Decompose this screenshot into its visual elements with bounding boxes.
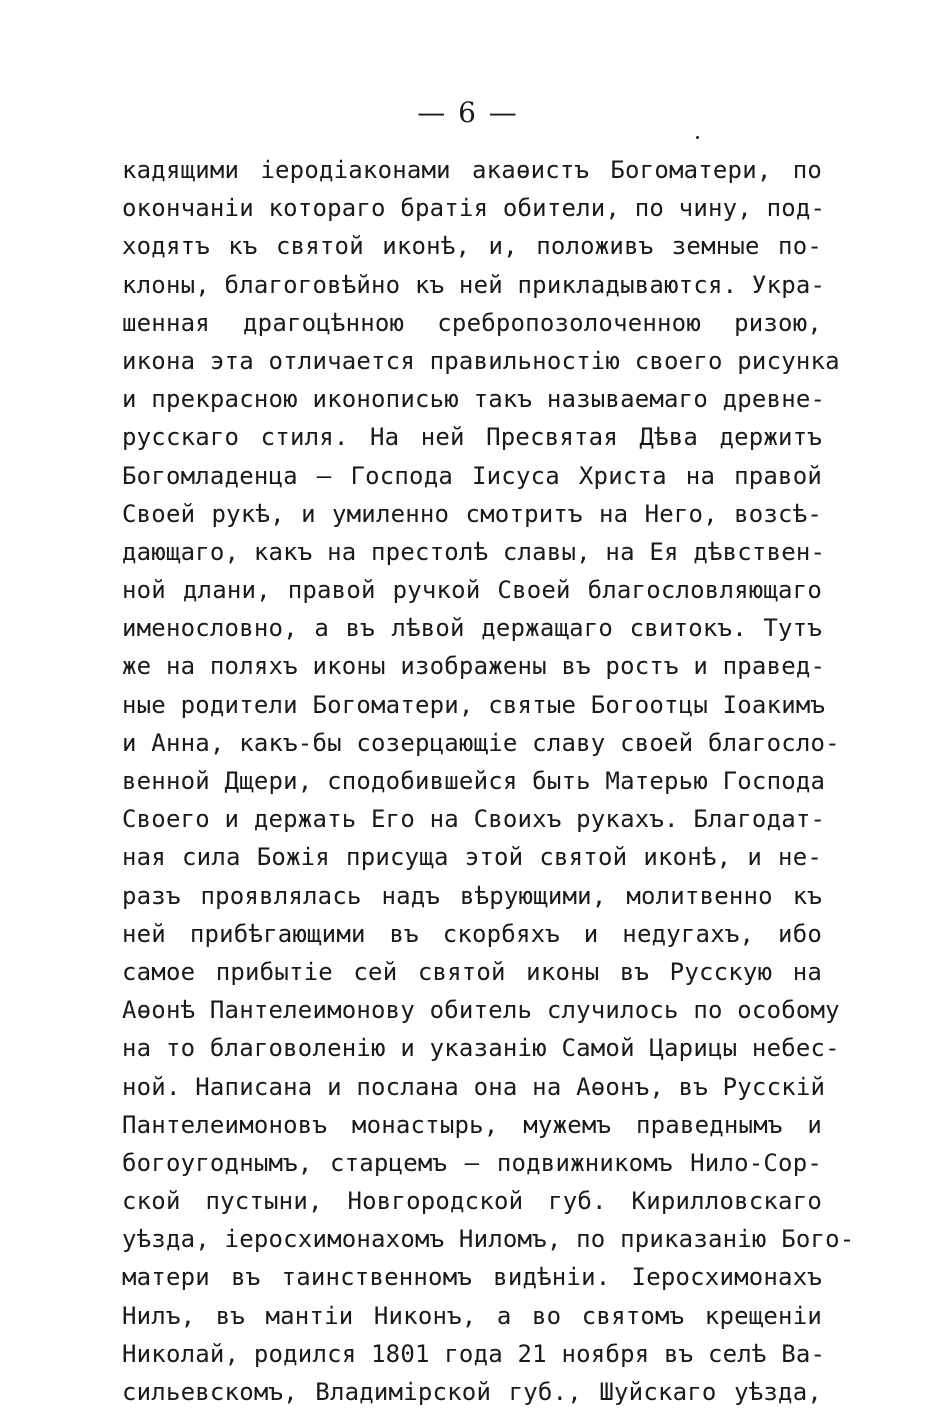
text-line: окончаніи котораго братія обители, по чину, под- <box>122 194 826 223</box>
text-line: сильевскомъ, Владимірской губ., Шуйскаго уѣзда, <box>122 1378 822 1406</box>
text-line: кадящими іеродіаконами акаѳистъ Богоматери, по <box>122 156 822 184</box>
text-line: Николай, родился 1801 года 21 ноября въ селѣ Ва- <box>122 1339 826 1368</box>
text-line: на то благоволенію и указанію Самой Царицы небес- <box>122 1034 840 1063</box>
page-number: — 6 — <box>417 96 519 129</box>
text-line: же на поляхъ иконы изображены въ ростъ и правед- <box>122 652 826 681</box>
text-line: ходятъ къ святой иконѣ, и, положивъ земные по- <box>122 232 822 261</box>
text-line: уѣзда, іеросхимонахомъ Ниломъ, по приказанію Бого- <box>122 1225 855 1254</box>
text-line: матери въ таинственномъ видѣніи. Іеросхимонахъ <box>122 1263 822 1292</box>
text-line: шенная драгоцѣнною сребропозолоченною ризою, <box>122 308 822 337</box>
text-line: венной Дщери, сподобившейся быть Матерью Господа <box>122 767 826 795</box>
text-line: икона эта отличается правильностію своего рисунка <box>122 346 840 375</box>
text-line: ной длани, правой ручкой Своей благословляющаго <box>122 576 822 605</box>
text-line: богоугоднымъ, старцемъ — подвижникомъ Нило-Сор- <box>122 1148 822 1177</box>
text-line: ней прибѣгающими въ скорбяхъ и недугахъ, ибо <box>122 919 822 948</box>
text-line: Своей рукѣ, и умиленно смотритъ на Него, возсѣ- <box>122 499 822 528</box>
text-line: ной. Написана и послана она на Аѳонъ, въ Русскій <box>122 1072 826 1101</box>
text-line: и Анна, какъ-бы созерцающіе славу своей благосло- <box>122 728 840 757</box>
text-line: Нилъ, въ мантіи Никонъ, а во святомъ крещеніи <box>122 1301 822 1330</box>
text-line: клоны, благоговѣйно къ ней прикладываются. Укра- <box>122 270 826 299</box>
text-line: Аѳонѣ Пантелеимонову обитель случилось по особому <box>122 996 840 1025</box>
text-line: Пантелеимоновъ монастырь, мужемъ праведнымъ и <box>122 1110 822 1139</box>
text-line: ная сила Божія присуща этой святой иконѣ, и не- <box>122 843 822 872</box>
text-line: дающаго, какъ на престолѣ славы, на Ея дѣвствен- <box>122 537 826 566</box>
text-line: именословно, а въ лѣвой держащаго свитокъ. Тутъ <box>122 614 822 643</box>
text-line: ской пустыни, Новгородской губ. Кирилловскаго <box>122 1187 822 1216</box>
body-text <box>122 151 855 1411</box>
print-speck <box>696 136 699 139</box>
text-line: русскаго стиля. На ней Пресвятая Дѣва держитъ <box>122 423 822 452</box>
text-line: Богомладенца — Господа Іисуса Христа на правой <box>122 461 822 490</box>
text-line: самое прибытіе сей святой иконы въ Русскую на <box>122 957 822 986</box>
text-line: Своего и держать Его на Своихъ рукахъ. Благодат- <box>122 805 826 834</box>
text-line: и прекрасною иконописью такъ называемаго древне- <box>122 385 826 414</box>
text-line: ные родители Богоматери, святые Богоотцы Іоакимъ <box>122 690 826 719</box>
text-line: разъ проявлялась надъ вѣрующими, молитвенно къ <box>122 881 822 910</box>
